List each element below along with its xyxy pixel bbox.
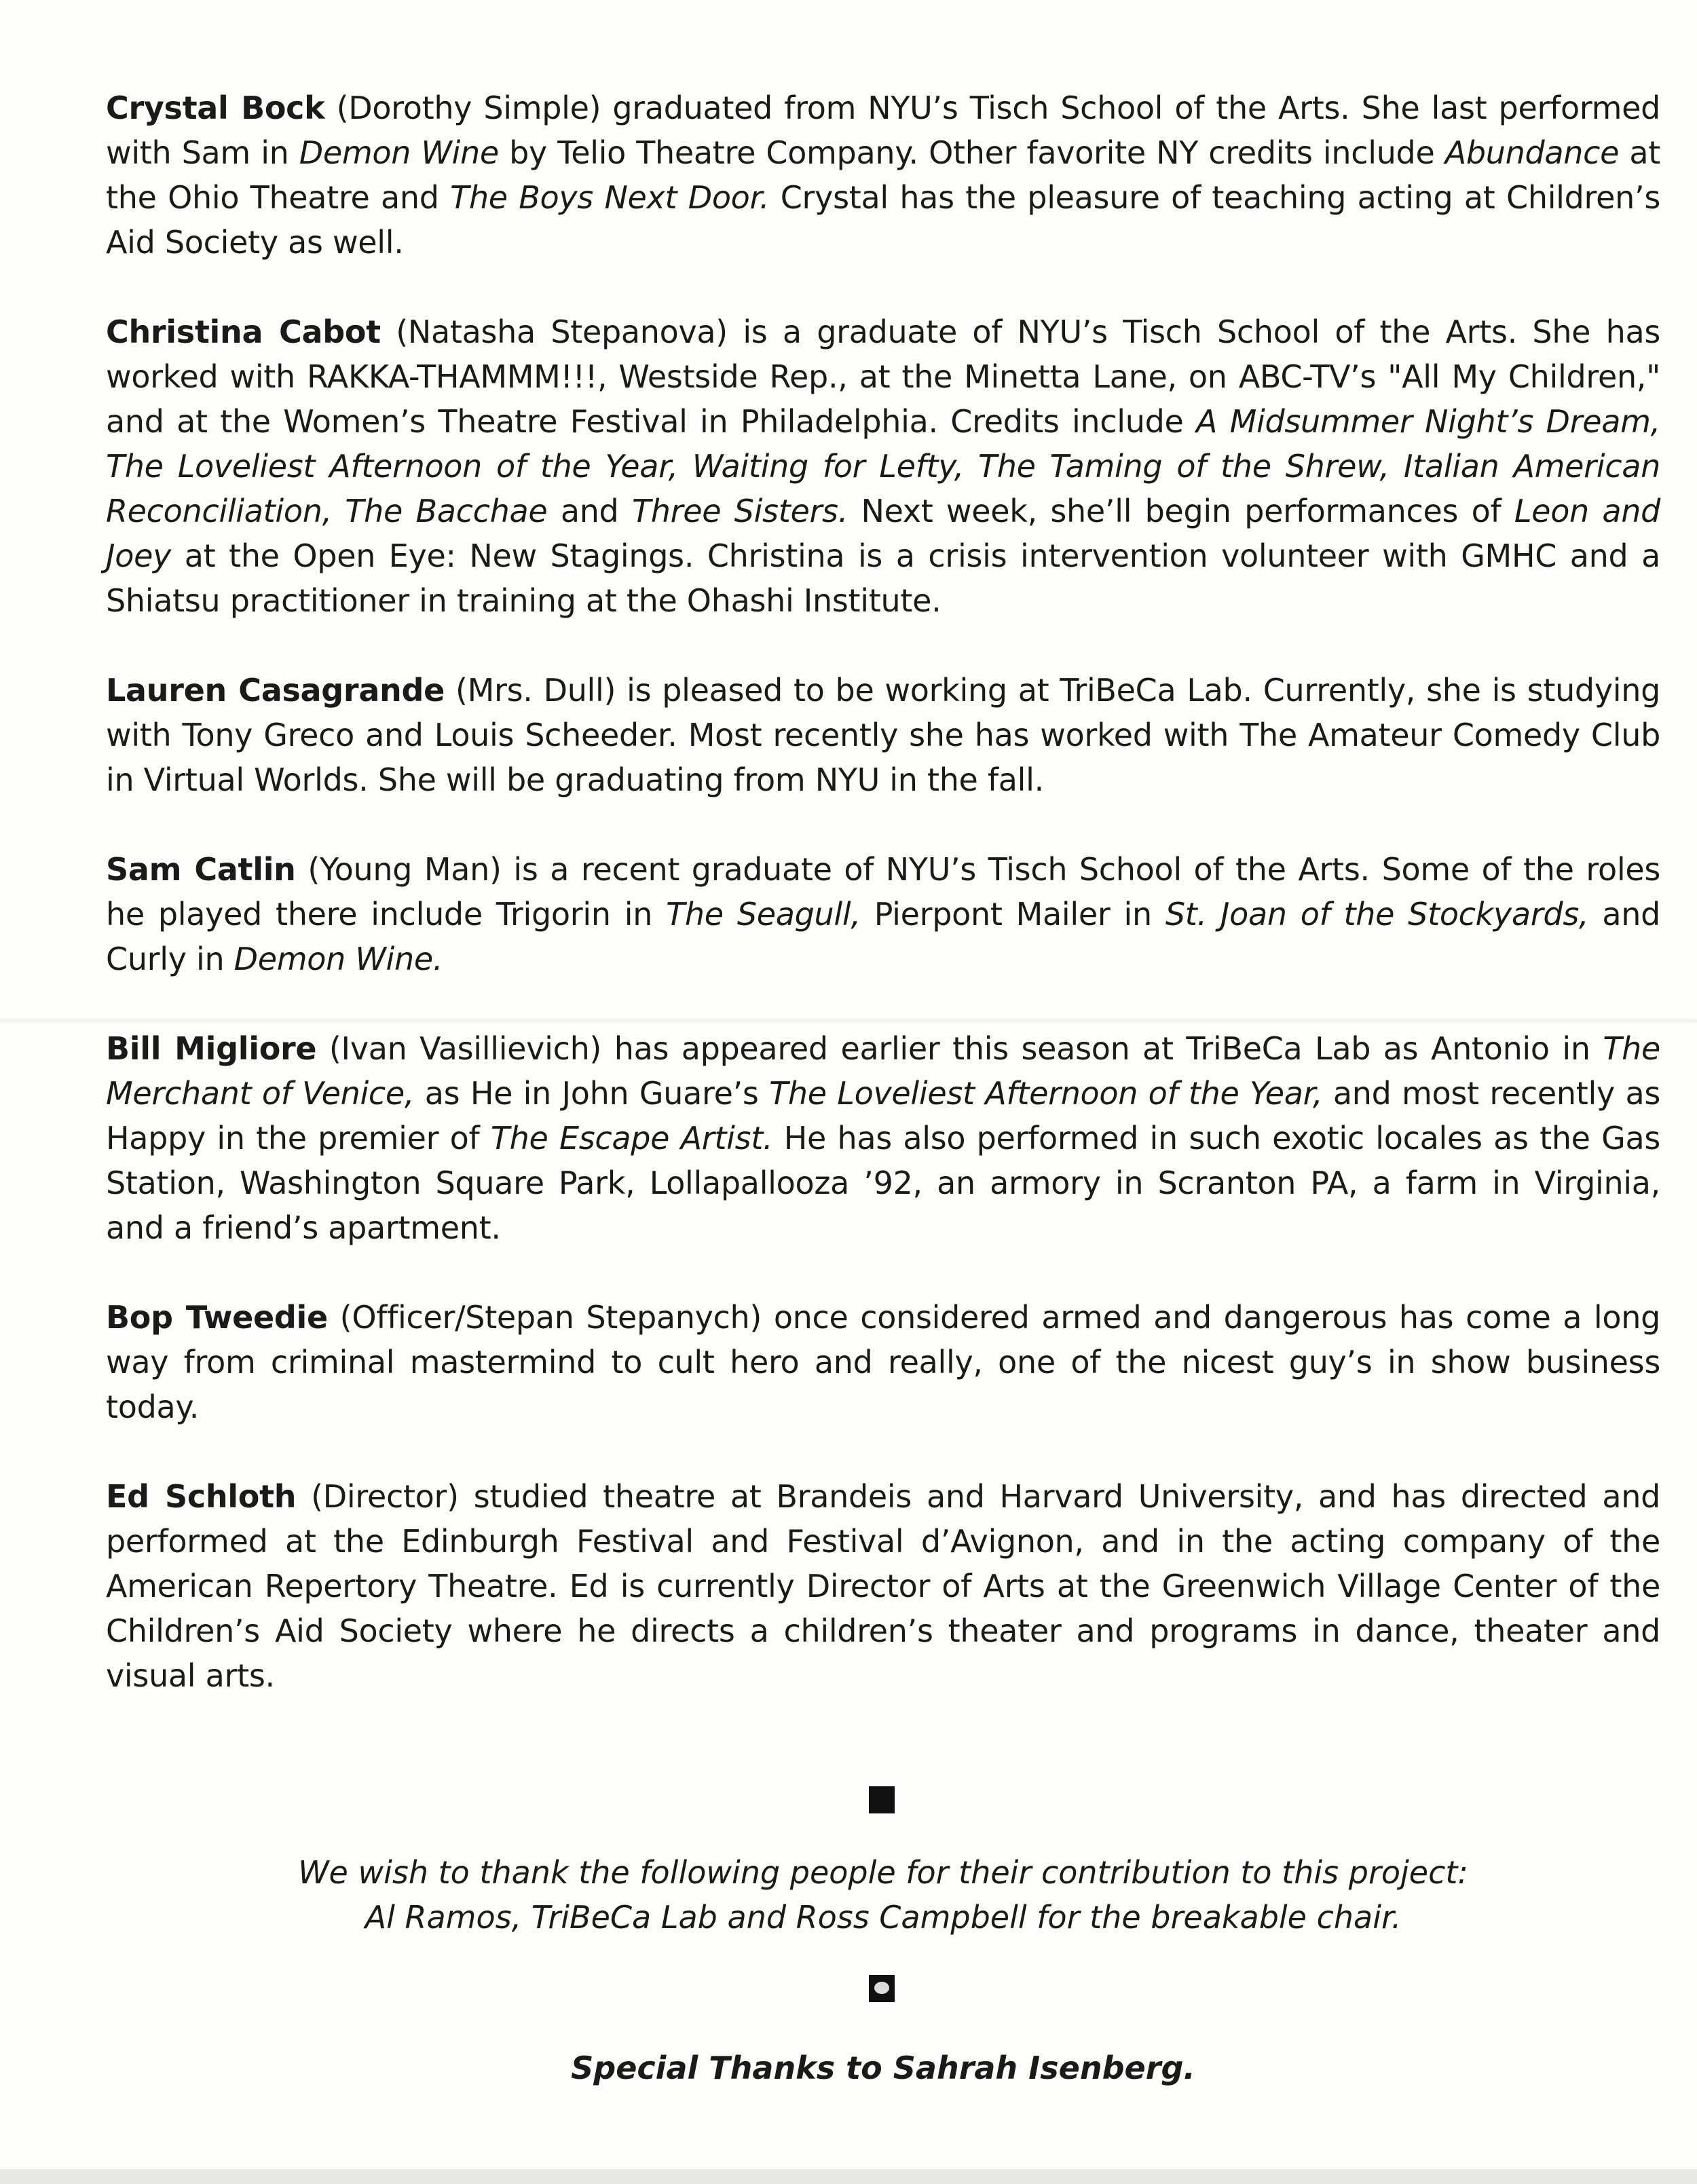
bio-name: Christina Cabot xyxy=(106,314,381,350)
acknowledgements-line-2: Al Ramos, TriBeCa Lab and Ross Campbell for the breakable chair. xyxy=(365,1899,1402,1936)
bio-name: Sam Catlin xyxy=(106,851,296,888)
bio-name: Bop Tweedie xyxy=(106,1299,328,1336)
acknowledgements-line-1: We wish to thank the following people for their contribution to this project: xyxy=(298,1854,1468,1891)
bio-ed-schloth: Ed Schloth (Director) studied theatre at Brandeis and Harvard University, and has directed and performed at the Edinburgh Festival and Festival d’Avignon, and in the acting company of the American Repertory Theatre. Ed is currently Director of Arts at the Greenwich Village Center of the Children’s Aid Society where he directs a children’s theater and programs in dance, theater and visual arts. xyxy=(106,1478,1660,1694)
bio-name: Ed Schloth xyxy=(106,1478,297,1515)
special-thanks: Special Thanks to Sahrah Isenberg. xyxy=(571,2050,1195,2086)
bio-bop-tweedie: Bop Tweedie (Officer/Stepan Stepanych) once considered armed and dangerous has come a long way from criminal mastermind to cult hero and really, one of the nicest guy’s in show business today. xyxy=(106,1299,1660,1425)
bio-christina-cabot: Christina Cabot (Natasha Stepanova) is a graduate of NYU’s Tisch School of the Arts. She has worked with RAKKA-THAMMM!!!, Westside Rep., at the Minetta Lane, on ABC-TV’s "All My Children," and at the Women’s Theatre Festival in Philadelphia. Credits include A Midsummer Night’s Dream, The Loveliest Afternoon of the Year, Waiting for Lefty, The Taming of the Shrew, Italian American Reconciliation, The Bacchae and Three Sisters. Next week, she’ll begin performances of Leon and Joey at the Open Eye: New Stagings. Christina is a crisis intervention volunteer with GMHC and a Shiatsu practitioner in training at the Ohashi Institute. xyxy=(106,314,1660,619)
cast-bios xyxy=(106,86,1660,1743)
bio-crystal-bock: Crystal Bock (Dorothy Simple) graduated from NYU’s Tisch School of the Arts. She last performed with Sam in Demon Wine by Telio Theatre Company. Other favorite NY credits include Abundance at the Ohio Theatre and The Boys Next Door. Crystal has the pleasure of teaching acting at Children’s Aid Society as well. xyxy=(106,90,1661,261)
bio-bill-migliore: Bill Migliore (Ivan Vasillievich) has appeared earlier this season at TriBeCa Lab as Antonio in The Merchant of Venice, as He in John Guare’s The Loveliest Afternoon of the Year, and most recently as Happy in the premier of The Escape Artist. He has also performed in such exotic locales as the Gas Station, Washington Square Park, Lollapallooza ’92, an armory in Scranton PA, a farm in Virginia, and a friend’s apartment. xyxy=(106,1030,1661,1246)
bio-name: Lauren Casagrande xyxy=(106,672,445,709)
round-bullet-icon xyxy=(869,1975,895,2002)
bio-name: Bill Migliore xyxy=(106,1030,317,1067)
bio-name: Crystal Bock xyxy=(106,90,325,126)
bio-lauren-casagrande: Lauren Casagrande (Mrs. Dull) is pleased to be working at TriBeCa Lab. Currently, she is studying with Tony Greco and Louis Scheeder. Most recently she has worked with The Amateur Comedy Club in Virtual Worlds. She will be graduating from NYU in the fall. xyxy=(106,672,1660,798)
acknowledgements xyxy=(106,1850,1660,1940)
scan-bottom-edge xyxy=(0,2169,1697,2184)
square-bullet-icon xyxy=(869,1786,895,1813)
bio-sam-catlin: Sam Catlin (Young Man) is a recent graduate of NYU’s Tisch School of the Arts. Some of the roles he played there include Trigorin in The Seagull, Pierpont Mailer in St. Joan of the Stockyards, and Curly in Demon Wine. xyxy=(106,851,1660,977)
